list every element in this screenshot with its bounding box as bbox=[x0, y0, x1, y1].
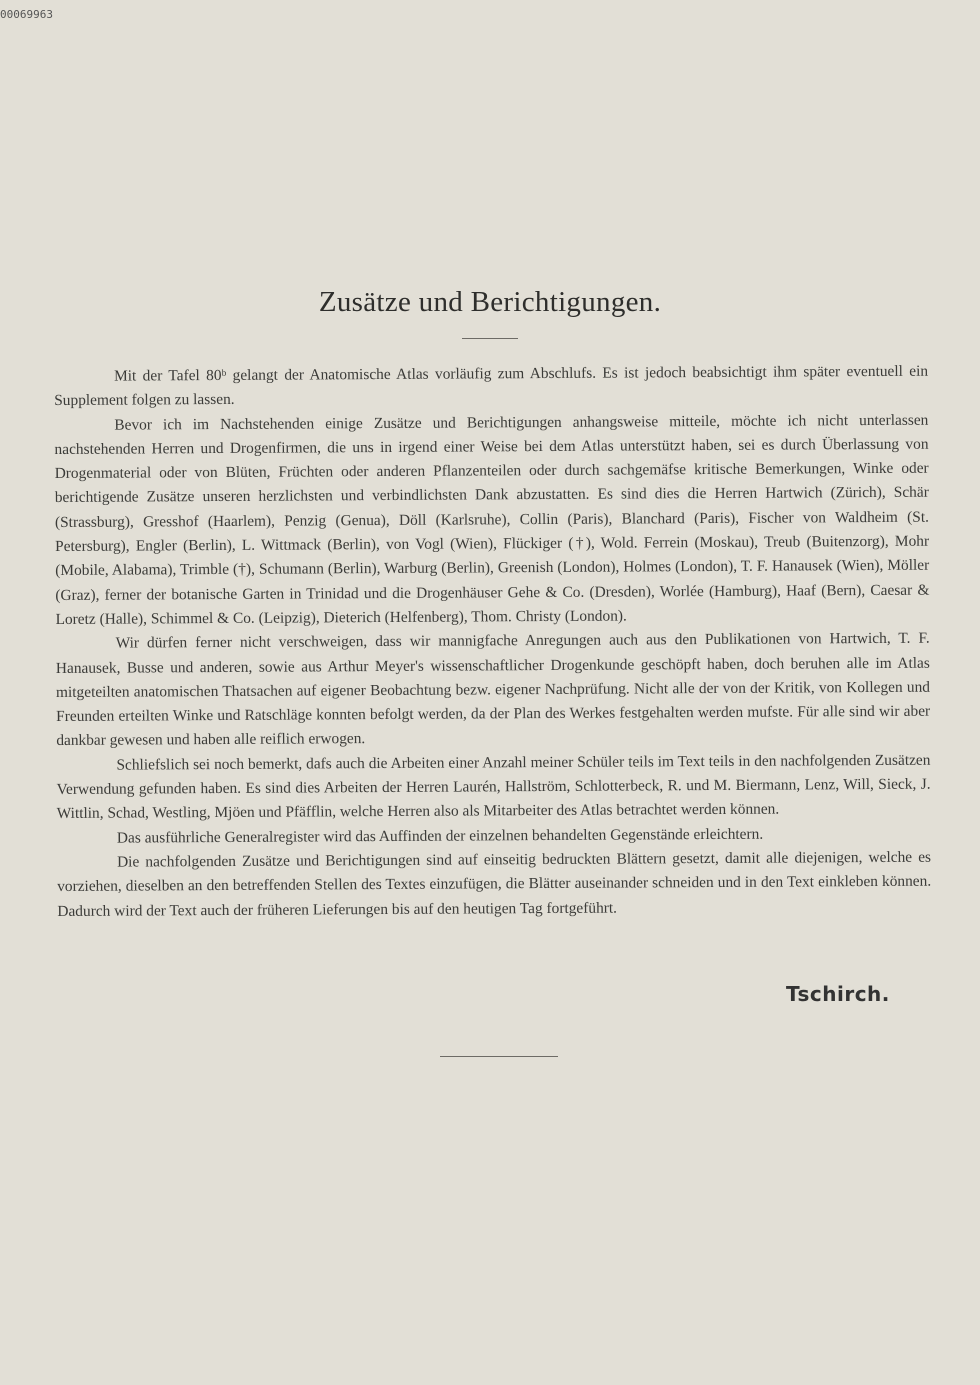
paragraph: Schliefslich sei noch bemerkt, dafs auch die Arbeiten einer Anzahl meiner Schüler teils im Text teils in den nachfolgenden Zusätzen Verwendung gefunden haben. Es sind dies Arbeiten der Herren Laurén, Hallström, Schlotterbeck, R. und M. Biermann, Lenz, Will, Sieck, J. Wittlin, Schad, Westling, Mjöen und Pfäfflin, welche Herren also als Mitarbeiter des Atlas betrachtet werden können. bbox=[56, 751, 931, 823]
body-text bbox=[54, 360, 931, 924]
page-title: Zusätze und Berichtigungen. bbox=[318, 286, 662, 318]
paragraph: Die nachfolgenden Zusätze und Berichtigungen sind auf einseitig bedruckten Blättern gesetzt, damit alle diejenigen, welche es vorziehen, dieselben an den betreffenden Stellen des Textes einzufügen, die Blätter auseinander schneiden und in den Text einkleben können. Dadurch wird der Text auch der früheren Lieferungen bis auf den heutigen Tag fortgeführt. bbox=[57, 848, 932, 920]
paragraph: Das ausführliche Generalregister wird das Auffinden der einzelnen behandelten Gegenstände erleichtern. bbox=[116, 825, 764, 847]
page-id: 00069963 bbox=[0, 8, 53, 21]
paragraph: Bevor ich im Nachstehenden einige Zusätze und Berichtigungen anhangsweise mitteile, möchte ich nicht unterlassen nachstehenden Herren und Drogenfirmen, die uns in irgend einer Weise bei dem Atlas unterstützt haben, sei es durch Überlassung von Drogenmaterial oder von Blüten, Früchten oder anderen Pflanzenteilen oder durch sachgemäfse kritische Bemerkungen, Winke oder berichtigende Zusätze unseren herzlichsten und verbindlichsten Dank abzustatten. Es sind dies die Herren Hartwich (Zürich), Schär (Strassburg), Gresshof (Haarlem), Penzig (Genua), Döll (Karlsruhe), Collin (Paris), Blanchard (Paris), Fischer von Waldheim (St. Petersburg), Engler (Berlin), L. Wittmack (Berlin), von Vogl (Wien), Flückiger (†), Wold. Ferrein (Moskau), Treub (Buitenzorg), Mohr (Mobile, Alabama), Trimble (†), Schumann (Berlin), Warburg (Berlin), Greenish (London), Holmes (London), T. F. Hanausek (Wien), Möller (Graz), ferner der botanische Garten in Trinidad und die Drogenhäuser Gehe & Co. (Dresden), Worlée (Hamburg), Haaf (Bern), Caesar & Loretz (Halle), Schimmel & Co. (Leipzig), Dieterich (Helfenberg), Thom. Christy (London). bbox=[54, 411, 930, 628]
paragraph: Mit der Tafel 80ᵇ gelangt der Anatomische Atlas vorläufig zum Abschlufs. Es ist jedoch beabsichtigt ihm später eventuell ein Supplement folgen zu lassen. bbox=[54, 362, 929, 410]
title-divider bbox=[462, 338, 518, 339]
signature: Tschirch. bbox=[786, 982, 890, 1006]
paragraph: Wir dürfen ferner nicht verschweigen, dass wir mannigfache Anregungen auch aus den Publikationen von Hartwich, T. F. Hanausek, Busse und anderen, sowie aus Arthur Meyer's wissenschaftlicher Drogenkunde geschöpft haben, doch beruhen alle im Atlas mitgeteilten anatomischen Thatsachen auf eigener Beobachtung bezw. eigener Nachprüfung. Nicht alle der von der Kritik, von Kollegen und Freunden erteilten Winke und Ratschläge konnten befolgt werden, da der Plan des Werkes festgehalten werden mufste. Für alle sind wir aber dankbar gewesen und haben alle reiflich erwogen. bbox=[55, 629, 931, 750]
end-divider bbox=[440, 1056, 558, 1057]
